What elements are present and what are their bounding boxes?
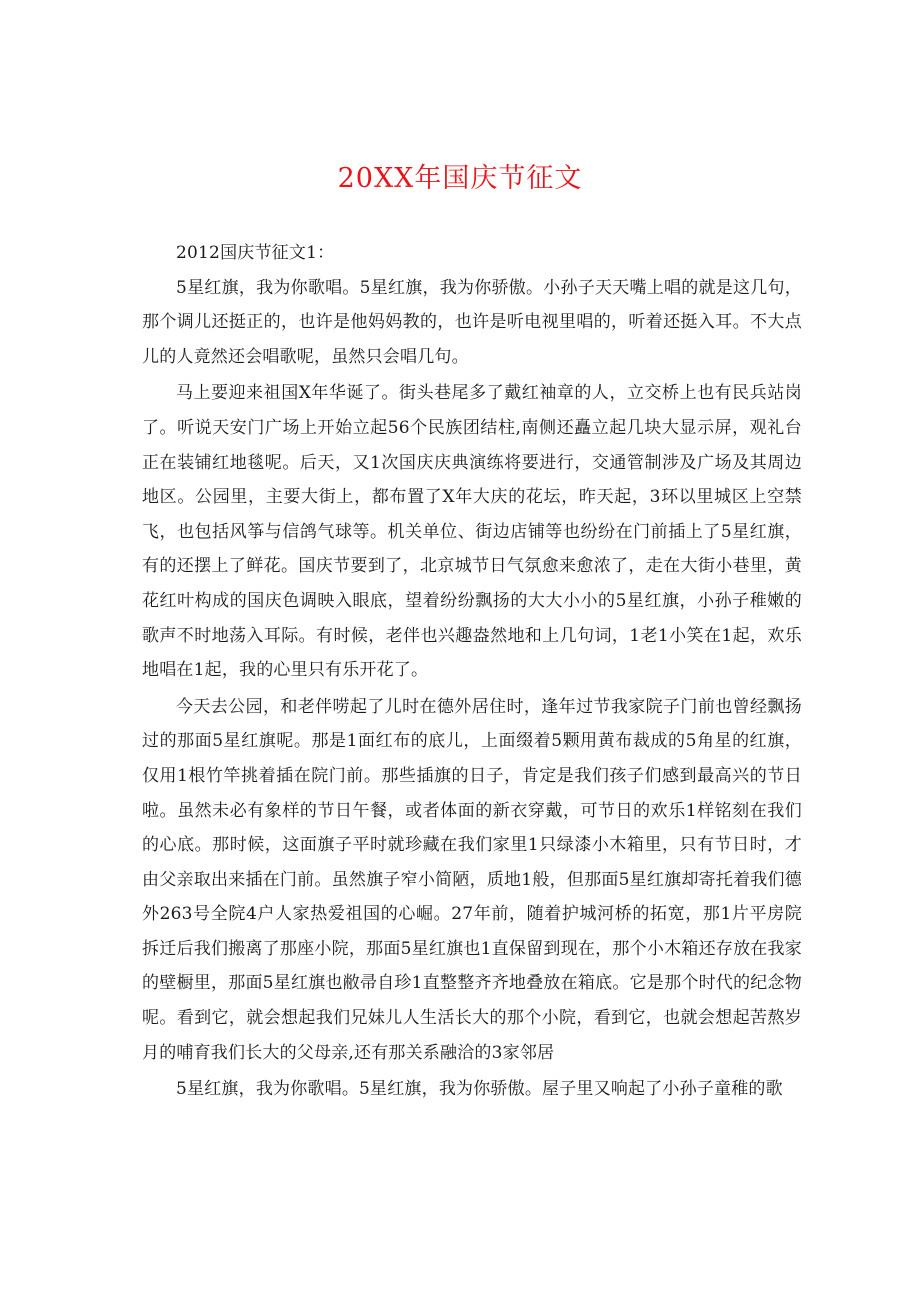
- document-body: [142, 236, 802, 1107]
- paragraph-2: 马上要迎来祖国X年华诞了。街头巷尾多了戴红袖章的人，立交桥上也有民兵站岗了。听说天安门广场上开始立起56个民族团结柱,南侧还矗立起几块大显示屏，观礼台正在装铺红地毯呢。后天，又1次国庆庆典演练将要进行，交通管制涉及广场及其周边地区。公园里，主要大街上，都布置了X年大庆的花坛，昨天起，3环以里城区上空禁飞，也包括风筝与信鸽气球等。机关单位、街边店铺等也纷纷在门前插上了5星红旗，有的还摆上了鲜花。国庆节要到了，北京城节日气氛愈来愈浓了，走在大街小巷里，黄花红叶构成的国庆色调映入眼底，望着纷纷飘扬的大大小小的5星红旗，小孙子稚嫩的歌声不时地荡入耳际。有时候，老伴也兴趣盎然地和上几句词，1老1小笑在1起，欢乐地唱在1起，我的心里只有乐开花了。: [142, 383, 802, 681]
- intro-line: 2012国庆节征文1：: [176, 243, 335, 263]
- paragraph-1: 5星红旗，我为你歌唱。5星红旗，我为你骄傲。小孙子天天嘴上唱的就是这几句，那个调儿还挺正的，也许是他妈妈教的，也许是听电视里唱的，听着还挺入耳。不大点儿的人竟然还会唱歌呢，虽然只会唱几句。: [142, 277, 802, 367]
- paragraph-3: 今天去公园，和老伴唠起了儿时在德外居住时，逢年过节我家院子门前也曾经飘扬过的那面5星红旗呢。那是1面红布的底儿，上面缀着5颗用黄布裁成的5角星的红旗，仅用1根竹竿挑着插在院门前。那些插旗的日子，肯定是我们孩子们感到最高兴的节日啦。虽然未必有象样的节日午餐，或者体面的新衣穿戴，可节日的欢乐1样铭刻在我们的心底。那时候，这面旗子平时就珍藏在我们家里1只绿漆小木箱里，只有节日时，才由父亲取出来插在门前。虽然旗子窄小简陋，质地1般，但那面5星红旗却寄托着我们德外263号全院4户人家热爱祖国的心崛。27年前，随着护城河桥的拓宽，那1片平房院拆迁后我们搬离了那座小院，那面5星红旗也1直保留到现在，那个小木箱还存放在我家的壁橱里，那面5星红旗也敝帚自珍1直整整齐齐地叠放在箱底。它是那个时代的纪念物呢。看到它，就会想起我们兄妹儿人生活长大的那个小院，看到它，也就会想起苦熬岁月的哺育我们长大的父母亲,还有那关系融洽的3家邻居: [142, 696, 802, 1063]
- document-title: 20XX年国庆节征文: [337, 163, 583, 194]
- paragraph-4: 5星红旗，我为你歌唱。5星红旗，我为你骄傲。屋子里又响起了小孙子童稚的歌: [176, 1079, 783, 1100]
